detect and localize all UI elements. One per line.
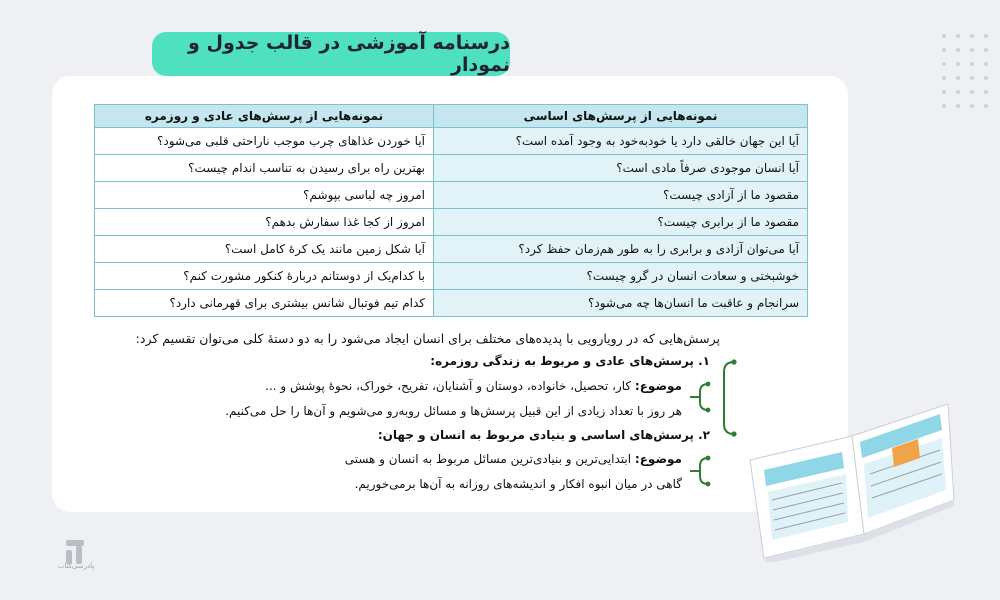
group2-heading: ۲. پرسش‌های اساسی و بنیادی مربوط به انسان و جهان: xyxy=(377,428,710,442)
group1-heading: ۱. پرسش‌های عادی و مربوط به زندگی روزمره: xyxy=(430,354,710,368)
questions-table xyxy=(94,104,808,317)
group1-topic-text: کار، تحصیل، خانواده، دوستان و آشنایان، تفریح، خوراک، نحوهٔ پوشش و ... xyxy=(265,379,635,393)
table-header-row xyxy=(95,105,808,128)
basic-question-cell: خوشبختی و سعادت انسان در گرو چیست؟ xyxy=(434,263,808,290)
table-row xyxy=(95,290,808,317)
group1-topic-label: موضوع: xyxy=(634,379,682,393)
group2-note: گاهی در میان انبوه افکار و اندیشه‌های روزانه به آن‌ها برمی‌خوریم. xyxy=(354,477,682,491)
group1-note: هر روز با تعداد زیادی از این قبیل پرسش‌ها و مسائل روبه‌رو می‌شویم و آن‌ها را حل می‌کنیم. xyxy=(225,404,682,418)
group2-topic-text: ابتدایی‌ترین و بنیادی‌ترین مسائل مربوط به انسان و هستی xyxy=(344,452,635,466)
group2-topic-label: موضوع: xyxy=(634,452,682,466)
basic-question-cell: آیا می‌توان آزادی و برابری را به طور هم‌زمان حفظ کرد؟ xyxy=(434,236,808,263)
book-illustration xyxy=(742,382,960,562)
basic-question-cell: مقصود ما از آزادی چیست؟ xyxy=(434,182,808,209)
everyday-question-cell: آیا خوردن غذاهای چرب موجب ناراحتی قلبی می‌شود؟ xyxy=(95,128,434,155)
header-everyday-questions: نمونه‌هایی از پرسش‌های عادی و روزمره xyxy=(95,105,434,128)
basic-question-cell: سرانجام و عاقبت ما انسان‌ها چه می‌شود؟ xyxy=(434,290,808,317)
brand-logo-text: پادرسی‌کتاب xyxy=(57,562,95,570)
group2-topic xyxy=(345,452,682,466)
table-row xyxy=(95,263,808,290)
table-row xyxy=(95,236,808,263)
everyday-question-cell: با کدام‌یک از دوستانم دربارهٔ کنکور مشورت کنم؟ xyxy=(95,263,434,290)
group2-bracket xyxy=(688,450,718,494)
table-row xyxy=(95,209,808,236)
everyday-question-cell: امروز از کجا غذا سفارش بدهم؟ xyxy=(95,209,434,236)
table-row xyxy=(95,155,808,182)
table-row xyxy=(95,128,808,155)
group1-bracket xyxy=(688,376,718,420)
basic-question-cell: مقصود ما از برابری چیست؟ xyxy=(434,209,808,236)
basic-question-cell: آیا این جهان خالقی دارد یا خودبه‌خود به وجود آمده است؟ xyxy=(434,128,808,155)
page-title: درسنامه آموزشی در قالب جدول و نمودار xyxy=(152,32,510,76)
everyday-question-cell: آیا شکل زمین مانند یک کرهٔ کامل است؟ xyxy=(95,236,434,263)
header-basic-questions: نمونه‌هایی از پرسش‌های اساسی xyxy=(434,105,808,128)
group1-topic xyxy=(265,379,682,393)
everyday-question-cell: بهترین راه برای رسیدن به تناسب اندام چیست؟ xyxy=(95,155,434,182)
decorative-dots xyxy=(942,34,992,144)
table-row xyxy=(95,182,808,209)
basic-question-cell: آیا انسان موجودی صرفاً مادی است؟ xyxy=(434,155,808,182)
everyday-question-cell: کدام تیم فوتبال شانس بیشتری برای قهرمانی دارد؟ xyxy=(95,290,434,317)
everyday-question-cell: امروز چه لباسی بپوشم؟ xyxy=(95,182,434,209)
intro-text: پرسش‌هایی که در رویارویی با پدیده‌های مختلف برای انسان ایجاد می‌شود را به دو دستهٔ کلی می‌توان تقسیم کرد: xyxy=(135,331,720,346)
